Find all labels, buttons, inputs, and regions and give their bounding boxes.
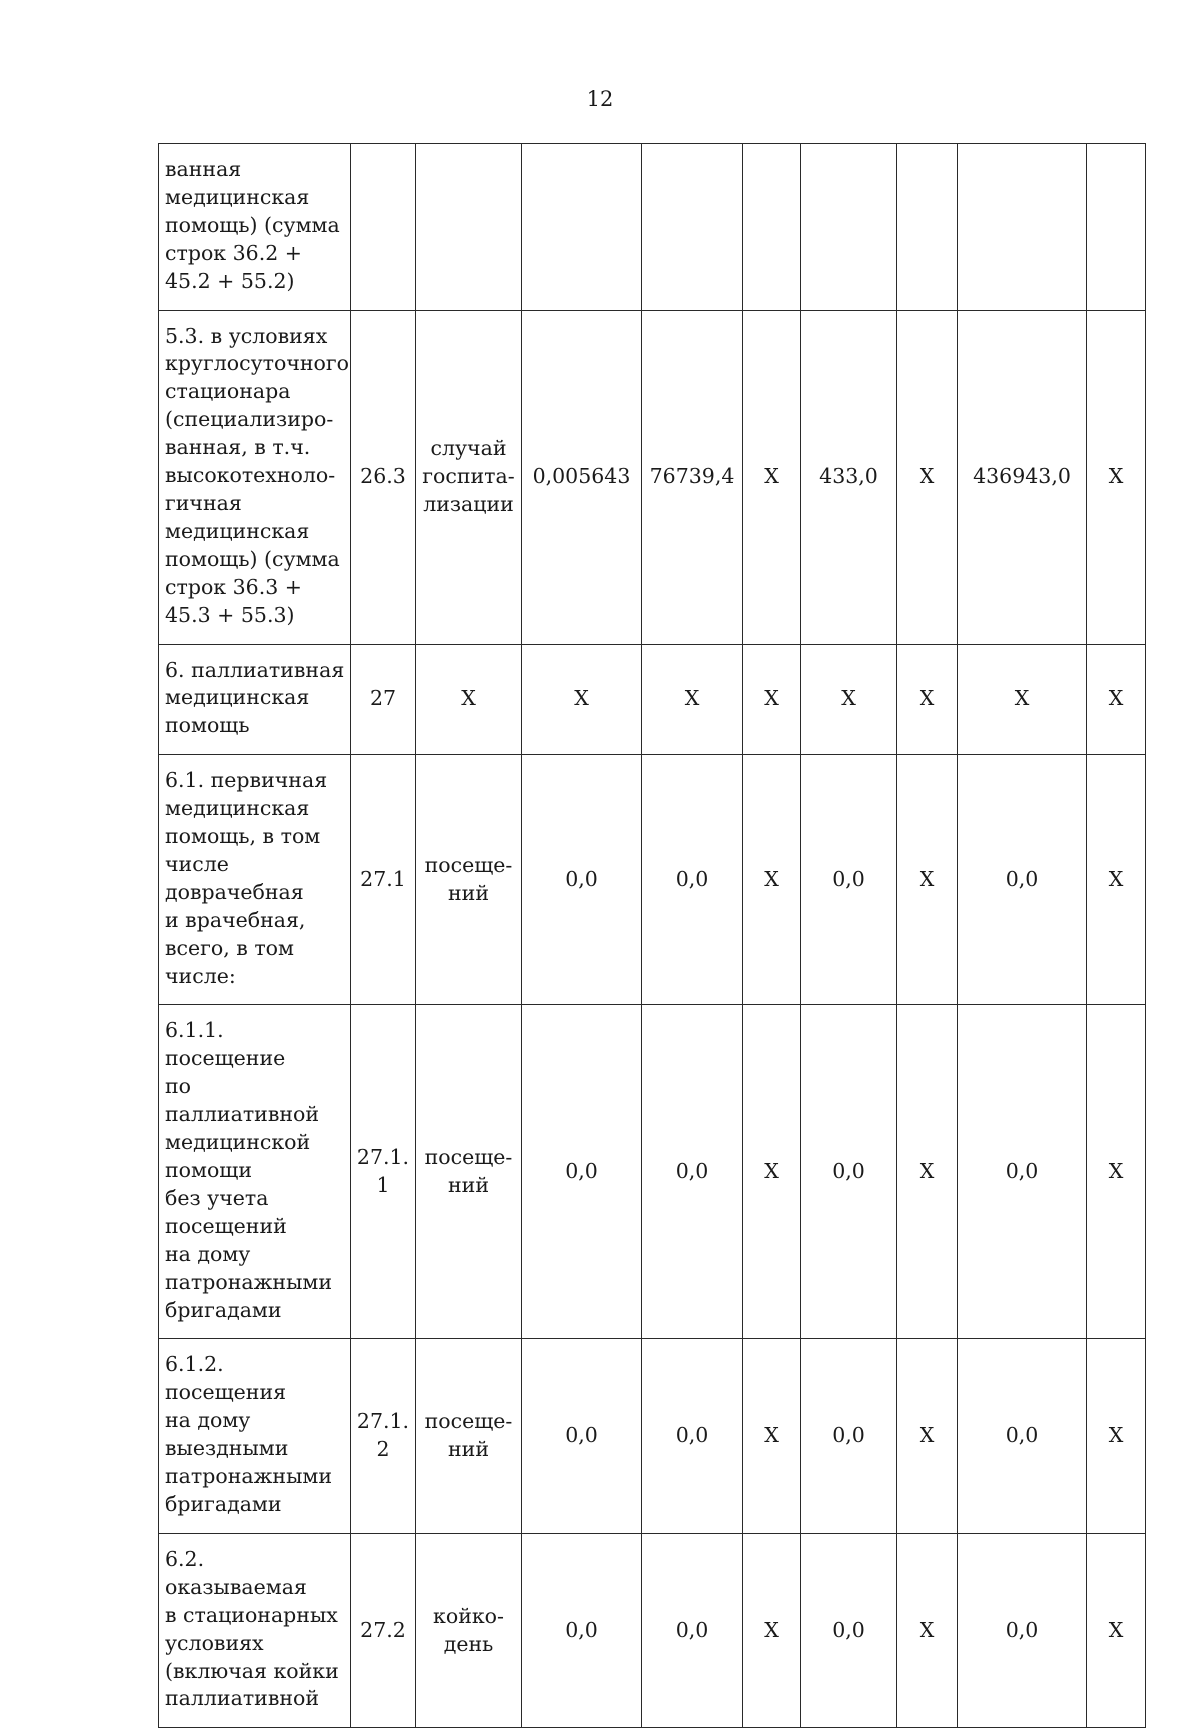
- table-cell: X: [743, 1339, 801, 1533]
- table-cell: 0,005643: [522, 310, 642, 644]
- table-cell: X: [897, 755, 958, 1005]
- table-cell: 0,0: [801, 1339, 897, 1533]
- row-number: 27: [351, 644, 416, 755]
- unit-cell: посеще- ний: [416, 755, 522, 1005]
- table-cell: X: [897, 1005, 958, 1339]
- table-cell: 0,0: [958, 1005, 1087, 1339]
- row-number: 27.1: [351, 755, 416, 1005]
- row-label: ванная медицинская помощь) (сумма строк 36.2 + 45.2 + 55.2): [159, 144, 351, 311]
- medical-care-table: [158, 143, 1146, 1728]
- table-cell: 0,0: [958, 1533, 1087, 1727]
- table-cell: X: [897, 644, 958, 755]
- table-row: [159, 755, 1146, 1005]
- table-cell: X: [801, 644, 897, 755]
- table-cell: 0,0: [522, 755, 642, 1005]
- table-cell: X: [897, 1533, 958, 1727]
- row-label: 5.3. в условиях круглосуточного стационара (специализиро- ванная, в т.ч. высокотехноло- гичная медицинская помощь) (сумма строк 36.3 + 45.3 + 55.3): [159, 310, 351, 644]
- row-number: 27.1. 2: [351, 1339, 416, 1533]
- table-cell: X: [743, 1005, 801, 1339]
- table-cell: 0,0: [958, 755, 1087, 1005]
- table-cell: X: [897, 1339, 958, 1533]
- table-row: [159, 644, 1146, 755]
- table-cell: 0,0: [642, 755, 743, 1005]
- table-cell: 0,0: [801, 1005, 897, 1339]
- table-cell: [897, 144, 958, 311]
- table-cell: X: [1087, 1533, 1146, 1727]
- unit-cell: посеще- ний: [416, 1339, 522, 1533]
- table-cell: 76739,4: [642, 310, 743, 644]
- row-label: 6.1. первичная медицинская помощь, в том числе доврачебная и врачебная, всего, в том числе:: [159, 755, 351, 1005]
- page-number: 12: [586, 87, 614, 111]
- table-cell: [416, 144, 522, 311]
- table-cell: X: [1087, 755, 1146, 1005]
- row-label: 6.1.1. посещение по паллиативной медицинской помощи без учета посещений на дому патронажными бригадами: [159, 1005, 351, 1339]
- table-cell: [801, 144, 897, 311]
- table-cell: 436943,0: [958, 310, 1087, 644]
- table-cell: X: [1087, 644, 1146, 755]
- table-cell: 0,0: [522, 1339, 642, 1533]
- table-cell: 433,0: [801, 310, 897, 644]
- table-cell: X: [642, 644, 743, 755]
- table-cell: X: [743, 1533, 801, 1727]
- table-cell: X: [743, 755, 801, 1005]
- row-number: 27.2: [351, 1533, 416, 1727]
- row-label: 6.1.2. посещения на дому выездными патронажными бригадами: [159, 1339, 351, 1533]
- table-cell: 0,0: [522, 1005, 642, 1339]
- table-cell: [958, 144, 1087, 311]
- table-cell: 0,0: [522, 1533, 642, 1727]
- unit-cell: случай госпита- лизации: [416, 310, 522, 644]
- table-cell: [642, 144, 743, 311]
- table-row: [159, 1339, 1146, 1533]
- table-cell: X: [743, 310, 801, 644]
- table-cell: 0,0: [642, 1339, 743, 1533]
- table-row: [159, 144, 1146, 311]
- table-row: [159, 1533, 1146, 1727]
- table-cell: 0,0: [642, 1005, 743, 1339]
- table-cell: X: [1087, 1005, 1146, 1339]
- table-cell: [351, 144, 416, 311]
- table-cell: X: [1087, 1339, 1146, 1533]
- table-cell: X: [522, 644, 642, 755]
- row-label: 6. паллиативная медицинская помощь: [159, 644, 351, 755]
- table-cell: X: [897, 310, 958, 644]
- table-cell: X: [1087, 310, 1146, 644]
- unit-cell: койко- день: [416, 1533, 522, 1727]
- table-row: [159, 310, 1146, 644]
- table-cell: [1087, 144, 1146, 311]
- row-label: 6.2. оказываемая в стационарных условиях (включая койки паллиативной: [159, 1533, 351, 1727]
- table-cell: 0,0: [958, 1339, 1087, 1533]
- table-cell: 0,0: [801, 1533, 897, 1727]
- row-number: 27.1. 1: [351, 1005, 416, 1339]
- table-cell: 0,0: [801, 755, 897, 1005]
- table-cell: [522, 144, 642, 311]
- unit-cell: посеще- ний: [416, 1005, 522, 1339]
- table-cell: 0,0: [642, 1533, 743, 1727]
- table-cell: X: [743, 644, 801, 755]
- table-cell: [743, 144, 801, 311]
- unit-cell: X: [416, 644, 522, 755]
- row-number: 26.3: [351, 310, 416, 644]
- table-row: [159, 1005, 1146, 1339]
- table-cell: X: [958, 644, 1087, 755]
